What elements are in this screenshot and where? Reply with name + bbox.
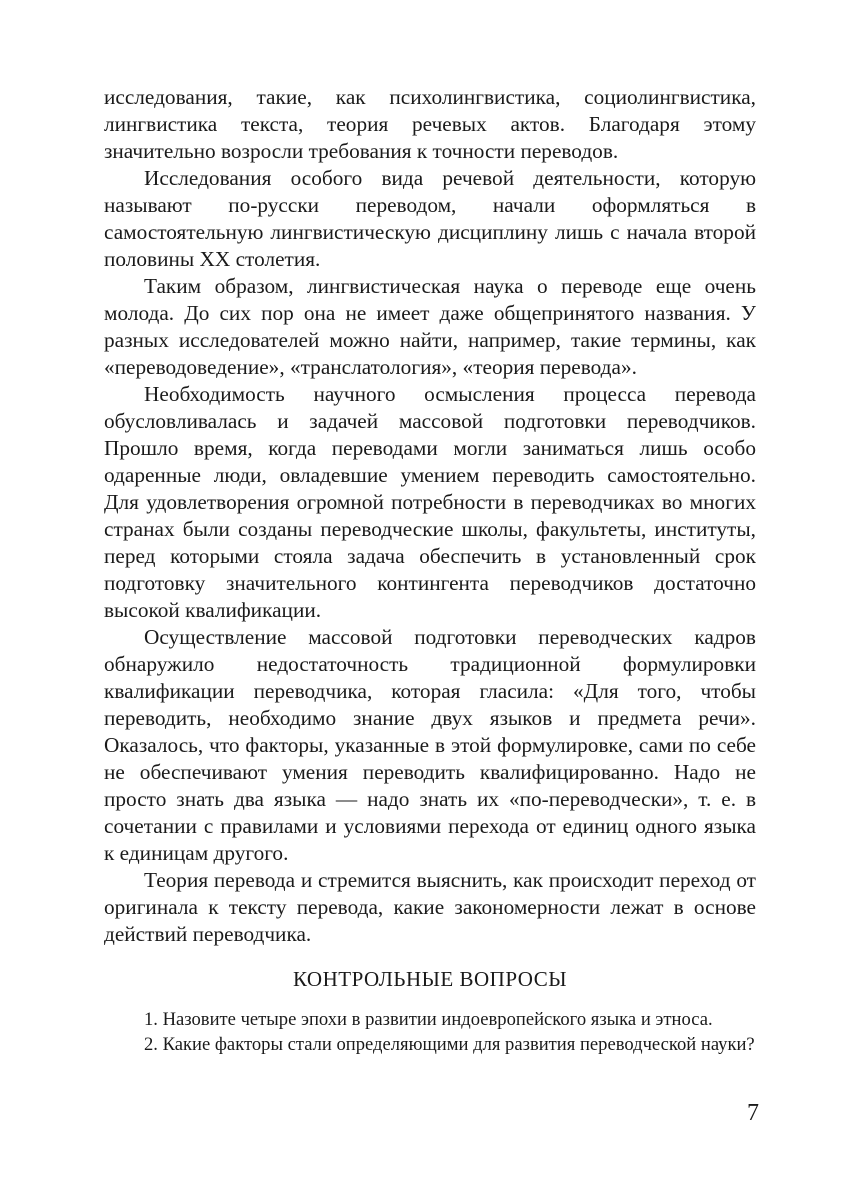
paragraph: Исследования особого вида речевой деятельности, которую называют по-русски переводом, начали оформляться в самостоятельную лингвистическую дисциплину лишь с начала второй половины XX столетия. xyxy=(104,166,756,271)
paragraph: исследования, такие, как психолингвистика, социолингвистика, лингвистика текста, теория речевых актов. Благодаря этому значительно возросли требования к точности переводов. xyxy=(104,85,756,163)
paragraph: Теория перевода и стремится выяснить, как происходит переход от оригинала к тексту перевода, какие закономерности лежат в основе действий переводчика. xyxy=(104,868,756,946)
paragraph: Таким образом, лингвистическая наука о переводе еще очень молода. До сих пор она не имеет даже общепринятого названия. У разных исследователей можно найти, например, такие термины, как «переводоведение», «транслатология», «теория перевода». xyxy=(104,274,756,379)
questions-list xyxy=(104,1007,756,1057)
page-number: 7 xyxy=(747,1100,759,1126)
paragraph: Необходимость научного осмысления процесса перевода обусловливалась и задачей массовой подготовки переводчиков. Прошло время, когда переводами могли заниматься лишь особо одаренные люди, овладевшие умением переводить самостоятельно. Для удовлетворения огромной потребности в переводчиках во многих странах были созданы переводческие школы, факультеты, институты, перед которыми стояла задача обеспечить в установленный срок подготовку значительного контингента переводчиков достаточно высокой квалификации. xyxy=(104,382,756,622)
question-item: 2. Какие факторы стали определяющими для развития переводческой науки? xyxy=(144,1034,755,1055)
body-text xyxy=(104,84,756,948)
section-title: КОНТРОЛЬНЫЕ ВОПРОСЫ xyxy=(292,967,568,991)
paragraph: Осуществление массовой подготовки переводческих кадров обнаружило недостаточность традиционной формулировки квалификации переводчика, которая гласила: «Для того, чтобы переводить, необходимо знание двух языков и предмета речи». Оказалось, что факторы, указанные в этой формулировке, сами по себе не обеспечивают умения переводить квалифицированно. Надо не просто знать два языка — надо знать их «по-переводчески», т. е. в сочетании с правилами и условиями перехода от единиц одного языка к единицам другого. xyxy=(104,625,756,865)
question-item: 1. Назовите четыре эпохи в развитии индоевропейского языка и этноса. xyxy=(144,1009,713,1030)
